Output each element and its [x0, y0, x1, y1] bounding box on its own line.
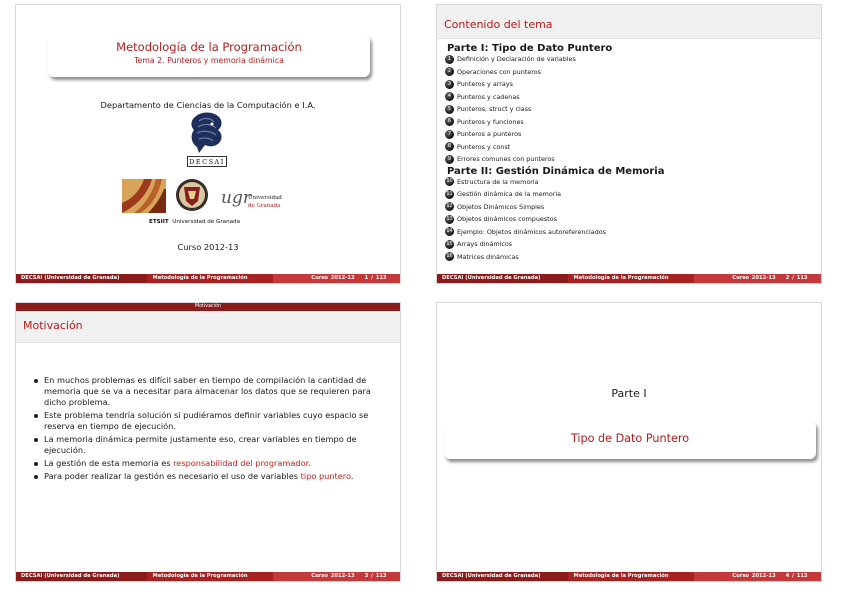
etsiit-label: [149, 219, 240, 225]
toc-number-icon: 4: [445, 92, 454, 101]
toc-item[interactable]: [445, 251, 664, 264]
presentation-subtitle: Tema 2. Punteros y memoria dinámica: [134, 56, 284, 65]
toc-number-icon: 1: [445, 55, 454, 64]
toc-item[interactable]: [445, 238, 664, 251]
slide-part-one[interactable]: [436, 302, 822, 582]
toc-item-label: Punteros y arrays: [457, 80, 513, 89]
toc-number-icon: 11: [446, 190, 453, 197]
slide-motivation[interactable]: [15, 302, 401, 582]
footer-page-number: 2 / 113: [785, 275, 808, 281]
ugr-text-block: [248, 195, 282, 210]
slide-footer: [16, 572, 400, 581]
toc-number-icon: 14: [446, 228, 453, 235]
toc-number-icon: 7: [445, 130, 454, 139]
toc-number-icon: 9: [445, 155, 454, 164]
bullet-suffix: .: [350, 471, 354, 481]
slide-footer: [437, 274, 821, 283]
bullet-item: [34, 375, 374, 408]
bullet-item: [34, 410, 374, 432]
toc-item[interactable]: [445, 103, 664, 116]
part1-list: [445, 53, 664, 166]
toc-item[interactable]: [445, 66, 664, 79]
footer-year: Curso 2012-13: [311, 275, 355, 281]
bullet-item: [34, 471, 374, 482]
bullet-text: La gestión de esta memoria es: [44, 458, 174, 468]
ugr-universidad: Universidad: [248, 195, 282, 201]
slide-title: Contenido del tema: [437, 5, 821, 39]
footer-year: Curso 2012-13: [732, 573, 776, 579]
footer-institution: DECSAI (Universidad de Granada): [437, 274, 568, 283]
bullet-list: [34, 375, 374, 484]
toc-item-label: Ejemplo: Objetos dinámicos autoreferenciados: [457, 227, 607, 236]
toc-item-label: Objetos dinámicos compuestos: [457, 215, 557, 224]
toc-number-icon: 2: [445, 67, 454, 76]
decsai-logo: DECSAI: [187, 156, 227, 167]
footer-institution: DECSAI (Universidad de Granada): [16, 274, 147, 283]
part-label: Parte I: [611, 387, 647, 400]
bullet-text: Para poder realizar la gestión es necesario el uso de variables: [44, 471, 301, 481]
toc-item[interactable]: [445, 226, 664, 239]
slide-footer: [16, 274, 400, 283]
toc-item-label: Punteros a punteros: [457, 130, 522, 139]
toc-number-icon: 15: [446, 240, 453, 247]
toc-item[interactable]: [445, 153, 664, 166]
toc-number-icon: 8: [445, 142, 454, 151]
part1-heading: Parte I: Tipo de Dato Puntero: [447, 43, 613, 54]
footer-course: Metodología de la Programación: [147, 274, 274, 283]
bullet-text: En muchos problemas es difícil saber en tiempo de compilación la cantidad de memoria que se va a necesitar para almacenar los datos que se requieren para dicho problema.: [44, 375, 371, 407]
toc-item-label: Matrices dinámicas: [457, 252, 519, 261]
slide-contents[interactable]: [436, 4, 822, 284]
toc-number-icon: 6: [445, 117, 454, 126]
bullet-highlight: tipo puntero: [300, 471, 351, 481]
section-bar: Motivación: [16, 303, 400, 311]
toc-item-label: Punteros y funciones: [457, 117, 524, 126]
footer-year-page: [694, 274, 821, 283]
toc-item[interactable]: [445, 53, 664, 66]
toc-item-label: Arrays dinámicos: [457, 240, 513, 249]
toc-item[interactable]: [445, 116, 664, 129]
footer-course: Metodología de la Programación: [147, 572, 274, 581]
toc-number-icon: 16: [446, 253, 453, 260]
bullet-highlight: responsabilidad del programador: [173, 458, 309, 468]
toc-item-label: Definición y Declaración de variables: [457, 55, 576, 64]
bullet-suffix: .: [308, 458, 311, 468]
slide-footer: [437, 572, 821, 581]
bullet-item: [34, 458, 374, 469]
presentation-title: Metodología de la Programación: [116, 40, 302, 54]
toc-item-label: Operaciones con punteros: [457, 67, 541, 76]
toc-item-label: Estructura de la memoria: [457, 177, 539, 186]
toc-item[interactable]: [445, 128, 664, 141]
footer-institution: DECSAI (Universidad de Granada): [437, 572, 568, 581]
bullet-text: La memoria dinámica permite justamente eso, crear variables en tiempo de ejecución.: [44, 434, 357, 455]
bullet-text: Este problema tendría solución si pudiéramos definir variables cuyo espacio se reserva en tiempo de ejecución.: [44, 410, 369, 431]
department-name: Departamento de Ciencias de la Computación e I.A.: [100, 100, 316, 110]
table-of-contents: [445, 43, 664, 263]
bullet-item: [34, 434, 374, 456]
toc-item[interactable]: [445, 188, 664, 201]
part2-list: [445, 176, 664, 264]
course-year: Curso 2012-13: [177, 242, 239, 252]
footer-course: Metodología de la Programación: [568, 572, 695, 581]
slide-title: Motivación: [16, 311, 400, 343]
footer-institution: DECSAI (Universidad de Granada): [16, 572, 147, 581]
toc-item[interactable]: [445, 78, 664, 91]
toc-number-icon: 13: [446, 215, 453, 222]
toc-item[interactable]: [445, 176, 664, 189]
footer-year-page: [694, 572, 821, 581]
toc-item-label: Punteros y const: [457, 142, 511, 151]
ugr-wordmark: ugr: [221, 188, 251, 208]
toc-number-icon: 10: [446, 178, 453, 185]
toc-item[interactable]: [445, 213, 664, 226]
toc-number-icon: 12: [446, 203, 453, 210]
footer-year: Curso 2012-13: [311, 573, 355, 579]
footer-page-number: 1 / 113: [364, 275, 387, 281]
toc-number-icon: 5: [445, 105, 454, 114]
toc-item-label: Gestión dinámica de la memoria: [457, 190, 562, 199]
footer-year-page: [273, 572, 400, 581]
toc-item[interactable]: [445, 141, 664, 154]
etsiit-university: Universidad de Granada: [172, 219, 241, 225]
footer-page-number: 3 / 113: [364, 573, 387, 579]
part2-heading: Parte II: Gestión Dinámica de Memoria: [447, 165, 665, 177]
toc-item-label: Objetos Dinámicos Simples: [457, 202, 545, 211]
ugr-granada: de Granada: [248, 202, 281, 209]
toc-item[interactable]: [445, 201, 664, 214]
slide-title[interactable]: [15, 4, 401, 284]
toc-item-label: Errores comunes con punteros: [457, 155, 555, 164]
toc-item-label: Punteros y cadenas: [457, 92, 520, 101]
etsiit-acronym: ETSIIT: [149, 219, 169, 225]
toc-item[interactable]: [445, 91, 664, 104]
footer-year: Curso 2012-13: [732, 275, 776, 281]
toc-item-label: Punteros, struct y class: [457, 105, 532, 114]
footer-year-page: [273, 274, 400, 283]
footer-course: Metodología de la Programación: [568, 274, 695, 283]
toc-number-icon: 3: [445, 80, 454, 89]
title-box: [48, 35, 370, 77]
part-title: Tipo de Dato Puntero: [444, 421, 816, 459]
footer-page-number: 4 / 113: [785, 573, 808, 579]
